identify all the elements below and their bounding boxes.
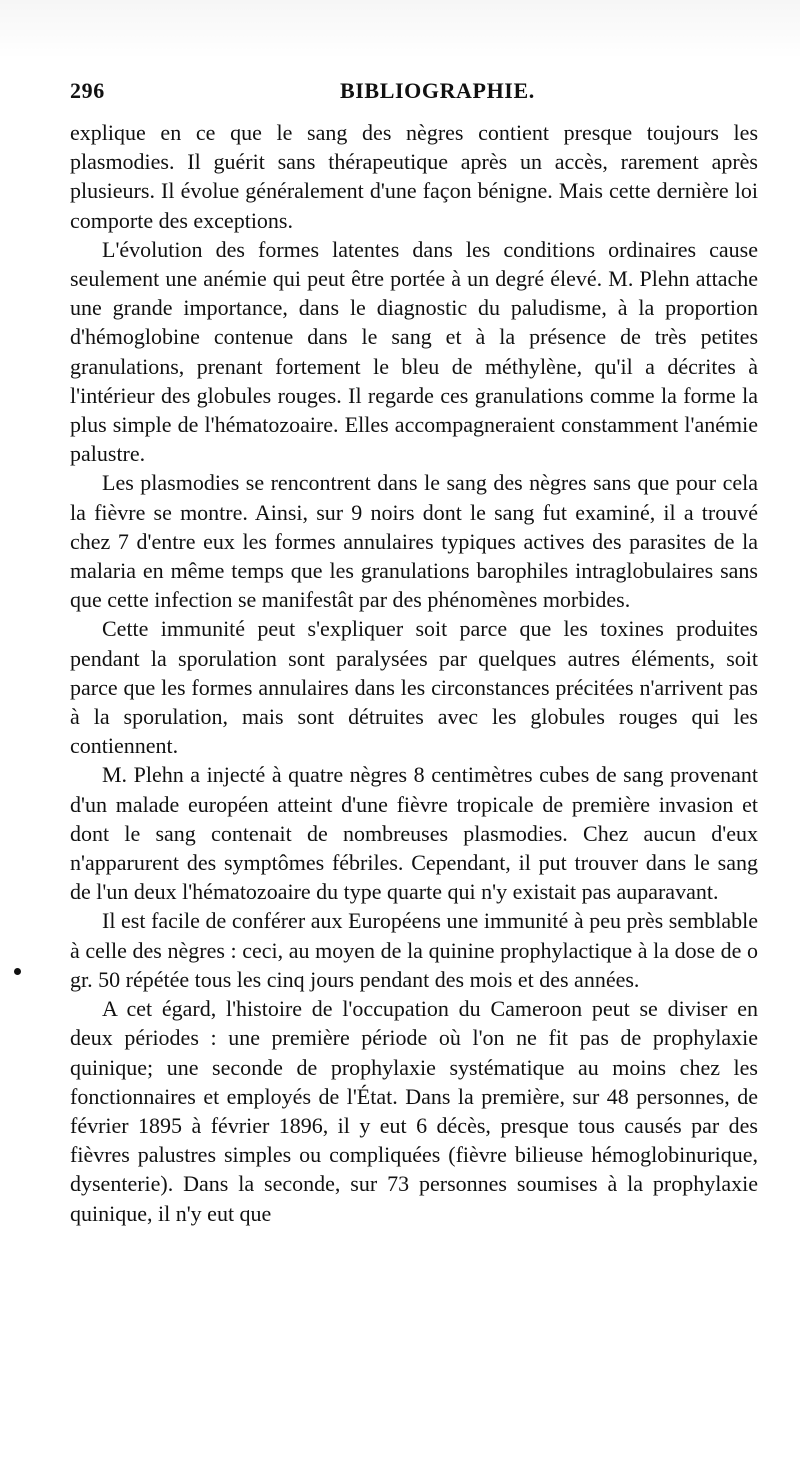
paragraph-cameroon-history: A cet égard, l'histoire de l'occupation du Cameroon peut se diviser en deux périodes : une première période où l'on ne fit pas de prophylaxie quinique; une seconde de prophylaxie systématique au moins chez les fonctionnaires et employés de l'État. Dans la première, sur 48 personnes, de février 1895 à février 1896, il y eut 6 décès, presque tous causés par des fièvres palustres simples ou compliquées (fièvre bilieuse hémoglobinurique, dysenterie). Dans la seconde, sur 73 personnes soumises à la prophylaxie quinique, il n'y eut que [70, 996, 758, 1226]
paragraph-continuation: explique en ce que le sang des nègres contient presque toujours les plasmodies. Il guérit sans thérapeutique après un accès, rarement après plusieurs. Il évolue généralement d'une façon bénigne. Mais cette dernière loi comporte des exceptions. [70, 120, 758, 233]
paragraph-quinine-prophylaxis: Il est facile de conférer aux Européens une immunité à peu près semblable à celle des nègres : ceci, au moyen de la quinine prophylactique à la dose de o gr. 50 répétée tous les cinq jours pendant des mois et des années. [70, 908, 758, 992]
paragraph-immunity-explanation: Cette immunité peut s'expliquer soit parce que les toxines produites pendant la sporulation sont paralysées par quelques autres éléments, soit parce que les formes annulaires dans les circonstances précitées n'arrivent pas à la sporulation, mais sont détruites avec les globules rouges qui les contiennent. [70, 616, 758, 759]
paragraph-injection-experiment: M. Plehn a injecté à quatre nègres 8 centimètres cubes de sang provenant d'un malade européen atteint d'une fièvre tropicale de première invasion et dont le sang contenait de nombreuses plasmodies. Chez aucun d'eux n'apparurent des symptômes fébriles. Cependant, il put trouver dans le sang de l'un deux l'hématozoaire du type quarte qui n'y existait pas auparavant. [70, 762, 758, 905]
scan-shadow [0, 0, 800, 60]
paragraph-latent-forms: L'évolution des formes latentes dans les conditions ordinaires cause seulement une anémie qui peut être portée à un degré élevé. M. Plehn attache une grande importance, dans le diagnostic du paludisme, à la proportion d'hémoglobine contenue dans le sang et à la présence de très petites granulations, prenant fortement le bleu de méthylène, qu'il a décrites à l'intérieur des globules rouges. Il regarde ces granulations comme la forme la plus simple de l'hématozoaire. Elles accompagneraient constamment l'anémie palustre. [70, 236, 758, 467]
body-text [70, 118, 758, 1228]
ink-speck [14, 968, 21, 975]
running-head [70, 78, 760, 110]
running-title: BIBLIOGRAPHIE. [340, 78, 535, 103]
paragraph-plasmodia-negroes: Les plasmodies se rencontrent dans le sang des nègres sans que pour cela la fièvre se montre. Ainsi, sur 9 noirs dont le sang fut examiné, il a trouvé chez 7 d'entre eux les formes annulaires typiques actives des parasites de la malaria en même temps que les granulations barophiles intraglobulaires sans que cette infection se manifestât par des phénomènes morbides. [70, 470, 758, 613]
page-number: 296 [70, 78, 105, 103]
